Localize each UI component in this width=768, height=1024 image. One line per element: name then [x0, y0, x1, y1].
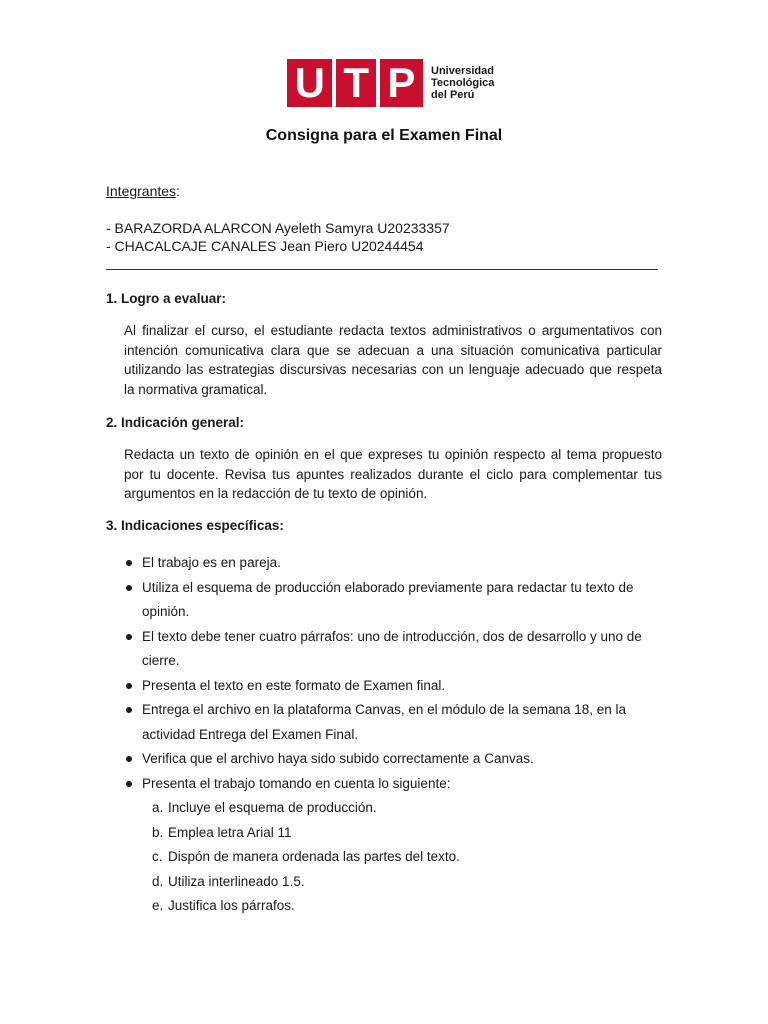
sub-list-item: [124, 796, 664, 821]
list-item: [124, 674, 664, 699]
sub-list-letter: a.: [152, 800, 164, 815]
sub-list-text: Justifica los párrafos.: [168, 898, 295, 913]
document-title: Consigna para el Examen Final: [265, 127, 503, 144]
logo-letter-u: U: [294, 59, 325, 106]
list-item-text: El texto debe tener cuatro párrafos: uno de introducción, dos de desarrollo y uno de cierre.: [142, 628, 642, 668]
utp-logo: [287, 59, 494, 107]
sub-list-item: [124, 870, 664, 895]
list-item-text: El trabajo es en pareja.: [142, 555, 281, 570]
sub-list-text: Utiliza interlineado 1.5.: [168, 873, 305, 889]
sub-list-item: [124, 894, 664, 919]
list-item-text: Utiliza el esquema de producción elaborado previamente para redactar tu texto de opinión.: [142, 579, 634, 619]
bullet-icon: [126, 585, 132, 591]
list-item: [124, 625, 664, 674]
sub-list-item: [124, 845, 664, 870]
sub-list-letter: e.: [152, 898, 164, 913]
sub-list-item: [124, 821, 664, 846]
section-heading-logro: 1. Logro a evaluar:: [106, 291, 227, 306]
list-item-text: Verifica que el archivo haya sido subido correctamente a Canvas.: [142, 751, 534, 766]
member-entry: - BARAZORDA ALARCON Ayeleth Samyra U20233357: [106, 220, 450, 236]
member-entry: - CHACALCAJE CANALES Jean Piero U20244454: [106, 238, 424, 254]
section-text-logro: Al finalizar el curso, el estudiante redacta textos administrativos o argumentativos con intención comunicativa clara que se adecuan a una situación comunicativa particular utilizando las estrategias discursivas necesarias con un lenguaje adecuado que respeta la normativa gramatical.: [124, 323, 662, 397]
integrantes-colon: :: [176, 183, 180, 199]
bullet-icon: [126, 634, 132, 640]
logo-line: Tecnológica: [431, 77, 495, 89]
logo-mark: [287, 59, 423, 107]
sub-list-text: Dispón de manera ordenada las partes del texto.: [168, 849, 460, 864]
bullet-icon: [126, 560, 132, 566]
bullet-icon: [126, 781, 132, 787]
bullet-list: [124, 551, 664, 919]
logo-divider: [332, 59, 336, 107]
bullet-icon: [126, 683, 132, 689]
section-heading-indicaciones-especificas: 3. Indicaciones específicas:: [106, 518, 284, 533]
list-item: [124, 747, 664, 772]
logo-line: Universidad: [431, 65, 494, 77]
list-item: [124, 698, 664, 747]
list-item-text: Presenta el texto en este formato de Examen final.: [142, 677, 446, 693]
sub-list-text: Emplea letra Arial 11: [168, 824, 292, 840]
section-heading-indicacion-general: 2. Indicación general:: [106, 415, 245, 430]
list-item: [124, 551, 664, 576]
integrantes-label: [106, 183, 180, 199]
section-text-indicacion-general: Redacta un texto de opinión en el que expreses tu opinión respecto al tema propuesto por tu docente. Revisa tus apuntes realizados durante el ciclo para complementar tus argumentos en la redacción de tu texto de opinión.: [124, 447, 662, 501]
sub-list-text: Incluye el esquema de producción.: [168, 800, 377, 815]
integrantes-label-text: Integrantes: [106, 183, 177, 199]
logo-divider: [376, 59, 380, 107]
logo-line: del Perú: [431, 89, 475, 101]
list-item: [124, 772, 664, 797]
list-item-text: Entrega el archivo en la plataforma Canvas, en el módulo de la semana 18, en la actividad Entrega del Examen Final.: [142, 702, 627, 742]
logo-letter-t: T: [343, 59, 369, 106]
sub-list-letter: d.: [152, 873, 164, 889]
sub-list-letter: b.: [152, 824, 164, 840]
bullet-icon: [126, 707, 132, 713]
separator-line: [106, 269, 658, 270]
list-item-text: Presenta el trabajo tomando en cuenta lo siguiente:: [142, 775, 451, 791]
logo-letter-p: P: [387, 59, 416, 106]
logo-wordmark: [431, 65, 494, 101]
list-item: [124, 576, 664, 625]
sub-list-letter: c.: [152, 849, 163, 864]
bullet-icon: [126, 756, 132, 762]
